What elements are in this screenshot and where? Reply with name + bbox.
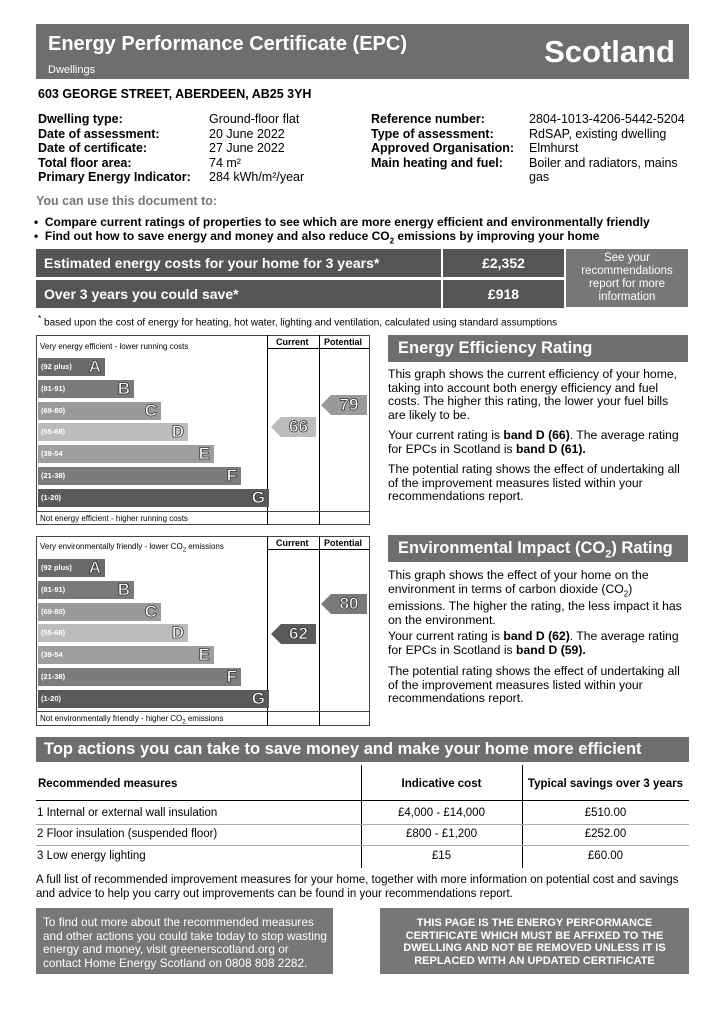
band-letter: D	[171, 623, 184, 643]
table-header: Typical savings over 3 years	[527, 778, 684, 790]
bullet-text: emissions by improving your home	[394, 229, 600, 243]
arrow-tip	[271, 417, 281, 437]
page-title: Energy Performance Certificate (EPC)	[48, 33, 408, 55]
details-right-labels	[371, 112, 527, 170]
detail-value: 20 June 2022	[209, 126, 285, 141]
band-letter: G	[251, 487, 265, 507]
band-range: (81-91)	[41, 383, 66, 393]
affix-notice-box: THIS PAGE IS THE ENERGY PERFORMANCE CERTIFICATE WHICH MUST BE AFFIXED TO THE DWELLING AND NOT BE REMOVED UNLESS IT IS REPLACED WITH AN UPDATED CERTIFICATE	[380, 908, 689, 974]
column-current: Current	[276, 538, 309, 548]
band-range: (69-80)	[41, 606, 66, 616]
savings-cell: £252.00	[584, 828, 627, 840]
band-letter: C	[144, 400, 157, 420]
band-bar-d	[38, 624, 188, 642]
ei-current-value: 62	[289, 624, 308, 643]
ee-current-arrow	[271, 417, 316, 437]
ei-current-arrow	[271, 624, 316, 644]
band-letter: C	[144, 601, 157, 621]
cost-cell: £4,000 - £14,000	[398, 807, 485, 819]
detail-value: Ground-floor flat	[209, 112, 300, 126]
band-range: (39-54	[41, 650, 63, 660]
graph-divider	[36, 711, 370, 712]
measure-cell: 1 Internal or external wall insulation	[37, 807, 218, 819]
savings-cell: £510.00	[584, 807, 627, 819]
table-header: Recommended measures	[38, 778, 178, 790]
column-potential: Potential	[324, 337, 363, 347]
band-range: (1-20)	[41, 492, 62, 502]
graph-divider	[267, 549, 370, 550]
column-potential: Potential	[324, 538, 363, 548]
detail-label: Dwelling type:	[38, 112, 123, 126]
see-recommendations-box: See your recommendations report for more information	[566, 249, 688, 307]
band-bar-a	[38, 358, 105, 376]
column-current: Current	[276, 337, 309, 347]
band-letter: A	[88, 357, 101, 376]
table-header: Indicative cost	[401, 778, 482, 790]
detail-value: 27 June 2022	[209, 141, 285, 155]
saving-row-label: Over 3 years you could save*	[36, 280, 441, 308]
graph-bottom-label: Not environmentally friendly - higher $CO_2$ emissions	[40, 714, 224, 726]
ei-potential-arrow	[321, 594, 367, 614]
detail-label: Date of assessment:	[38, 126, 160, 141]
band-bar-g	[38, 690, 269, 708]
cost-cell: £15	[431, 850, 452, 862]
footnote-mark: *	[38, 313, 42, 323]
ei-potential-value: 80	[339, 594, 359, 613]
ee-rating-heading: Energy Efficiency Rating	[388, 335, 688, 362]
subscript: 2	[389, 236, 395, 246]
detail-label: Primary Energy Indicator:	[38, 170, 191, 184]
band-range: (21-38)	[41, 672, 66, 681]
ee-current-value: 66	[289, 417, 308, 436]
band-bar-e	[38, 445, 214, 463]
detail-value: 284 kWh/m²/year	[209, 170, 305, 184]
ee-rating-para: The potential rating shows the effect of undertaking all of the improvement measures listed within your recommendations report.	[388, 462, 680, 503]
detail-value: RdSAP, existing dwelling	[529, 126, 667, 141]
detail-label: Type of assessment:	[371, 126, 494, 141]
bullet-text: Compare current ratings of properties to see which are more energy efficient and environmentally friendly	[44, 215, 650, 229]
band-letter: E	[198, 444, 210, 464]
bullet-item: • Find out how to save energy and money and also reduce $CO_2$ emissions by improving your home	[34, 229, 600, 246]
detail-label: Main heating and fuel:	[371, 155, 503, 170]
measure-cell: 3 Low energy lighting	[37, 850, 146, 862]
arrow-tip	[271, 624, 281, 644]
cost-footnote	[38, 313, 557, 328]
band-letter: E	[198, 645, 210, 665]
details-left-labels	[38, 112, 208, 185]
band-letter: G	[251, 688, 265, 708]
table-divider	[36, 800, 689, 801]
band-letter: B	[117, 579, 130, 599]
band-range: (92 plus)	[41, 362, 72, 371]
graph-divider	[319, 335, 320, 525]
detail-value: Elmhurst	[529, 141, 579, 155]
band-letter: D	[171, 422, 184, 442]
page-subtitle: Dwellings	[48, 64, 96, 76]
band-letter: A	[88, 558, 101, 577]
use-document-heading: You can use this document to:	[36, 194, 218, 208]
band-range: (21-38)	[41, 471, 66, 480]
band-range: (92 plus)	[41, 563, 72, 572]
band-range: (55-68)	[41, 628, 66, 638]
graph-divider	[36, 511, 370, 512]
band-range: (55-68)	[41, 427, 66, 437]
bullet-text: Find out how to save energy and money and also reduce CO	[44, 229, 390, 243]
band-letter: B	[117, 378, 130, 398]
band-bar-c	[38, 402, 161, 420]
full-list-note: A full list of recommended improvement measures for your home, together with more information on potential cost and savings and advice to help you carry out improvements can be found in your recommendations report.	[36, 874, 679, 900]
band-bar-a	[38, 559, 105, 577]
band-letter: F	[226, 466, 237, 485]
ei-rating-para: Your current rating is band D (62). The average rating for EPCs in Scotland is band D (59).	[388, 629, 679, 657]
detail-label: Reference number:	[371, 112, 485, 126]
band-bar-f	[38, 668, 241, 686]
band-range: (69-80)	[41, 405, 66, 415]
band-range: (39-54	[41, 449, 63, 459]
detail-label: Approved Organisation:	[371, 141, 515, 155]
ee-rating-para: Your current rating is band D (66). The average rating for EPCs in Scotland is band D (61).	[388, 428, 679, 456]
measure-cell: 2 Floor insulation (suspended floor)	[37, 828, 218, 840]
graph-divider	[267, 348, 370, 349]
ei-rating-para: This graph shows the effect of your home on the environment in terms of carbon dioxide $(CO_2)$ emissions. The higher the rating, the less impact it has on the environment.	[388, 568, 682, 627]
band-bar-b	[38, 380, 134, 398]
detail-label: Date of certificate:	[38, 141, 148, 155]
graph-divider	[319, 536, 320, 726]
cost-cell: £800 - £1,200	[406, 828, 477, 840]
band-bar-b	[38, 581, 134, 599]
ee-potential-value: 79	[339, 395, 359, 414]
country-label: Scotland	[544, 34, 675, 69]
detail-label: Total floor area:	[38, 155, 132, 170]
saving-row-value: £918	[443, 280, 564, 308]
details-right-values	[529, 112, 699, 185]
cost-row-label: Estimated energy costs for your home for 3 years*	[36, 249, 441, 277]
footnote-text: based upon the cost of energy for heating, hot water, lighting and ventilation, calculated using standard assumptions	[41, 317, 558, 329]
arrow-tip	[321, 594, 331, 614]
details-left-values	[209, 112, 369, 185]
arrow-tip	[321, 395, 331, 415]
graph-top-label: Very environmentally friendly - lower $CO_2$ emissions	[40, 542, 224, 554]
band-letter: F	[226, 667, 237, 686]
table-divider	[36, 845, 689, 846]
top-actions-heading: Top actions you can take to save money and make your home more efficient	[36, 737, 689, 762]
band-bar-e	[38, 646, 214, 664]
detail-value: 2804-1013-4206-5442-5204	[529, 112, 685, 126]
savings-cell: £60.00	[587, 850, 624, 862]
band-bar-c	[38, 603, 161, 621]
detail-value: gas	[529, 170, 550, 184]
cost-row-value: £2,352	[443, 249, 564, 277]
band-range: (1-20)	[41, 693, 62, 703]
table-divider	[36, 824, 689, 825]
bullet-item: • Compare current ratings of properties to see which are more energy efficient and environmentally friendly	[34, 215, 650, 229]
band-bar-f	[38, 467, 241, 485]
ei-rating-heading: Environmental Impact $(CO_2)$ Rating	[388, 535, 688, 562]
ei-rating-para: The potential rating shows the effect of undertaking all of the improvement measures listed within your recommendations report.	[388, 664, 680, 705]
graph-top-label: Very energy efficient - lower running costs	[40, 342, 189, 351]
band-bar-d	[38, 423, 188, 441]
header-banner	[36, 24, 689, 79]
property-address: 603 GEORGE STREET, ABERDEEN, AB25 3YH	[38, 87, 312, 101]
detail-value: Boiler and radiators, mains	[529, 155, 678, 170]
band-range: (81-91)	[41, 584, 66, 594]
ee-rating-para: This graph shows the current efficiency of your home, taking into account both energy efficiency and fuel costs. The higher this rating, the lower your fuel bills are likely to be.	[388, 367, 678, 422]
band-bar-g	[38, 489, 269, 507]
find-out-more-box: To find out more about the recommended measures and other actions you could take today to stop wasting energy and money, visit greenerscotland.org or contact Home Energy Scotland on 0808 808 2282.	[36, 908, 333, 974]
graph-bottom-label: Not energy efficient - higher running costs	[40, 514, 188, 523]
detail-value: 74 m²	[209, 155, 241, 170]
ee-potential-arrow	[321, 395, 367, 415]
